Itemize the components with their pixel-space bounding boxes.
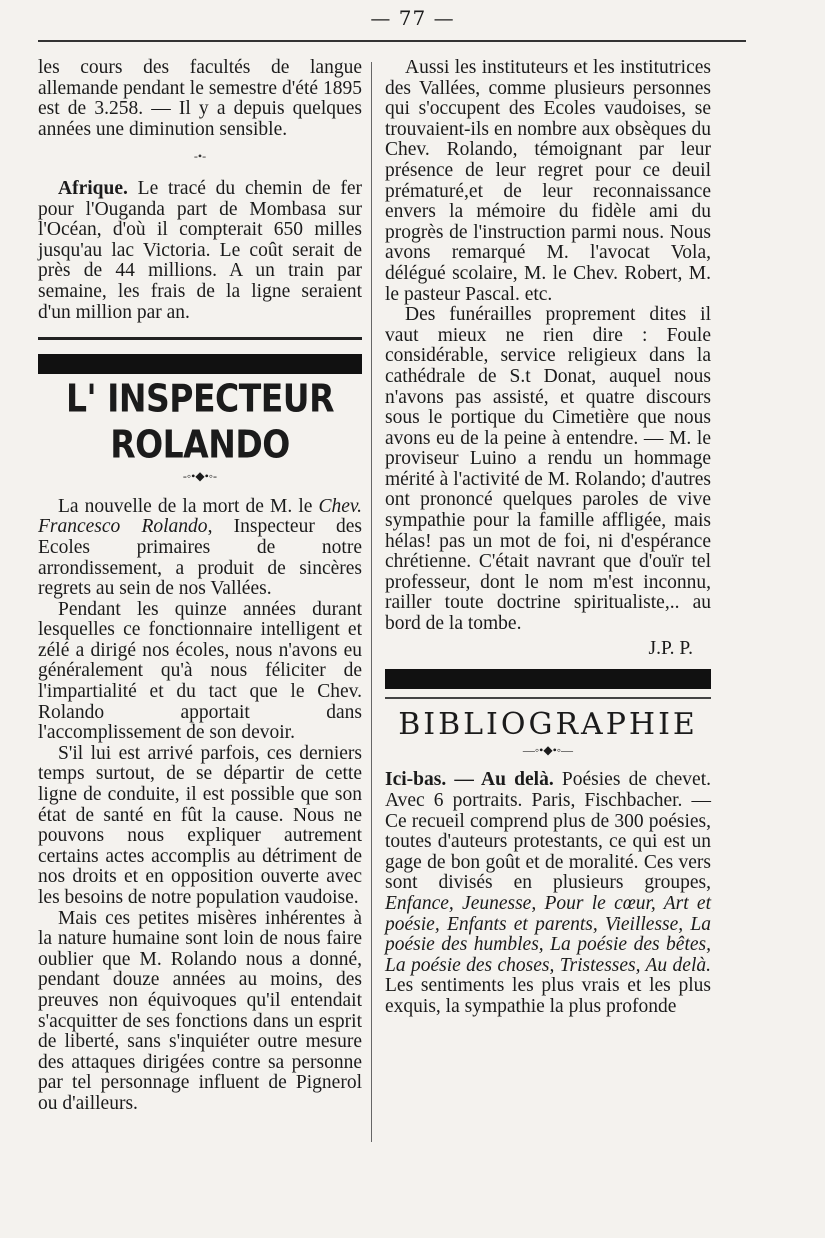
signature: J.P. P.	[648, 637, 693, 659]
heading-bar	[38, 354, 362, 374]
heading-bar-right	[385, 669, 711, 689]
paragraph-conduct: S'il lui est arrivé parfois, ces derniers temps surtout, de se départir de cette ligne de conduite, il est possible que son état de santé en fût la cause. Nous ne pouvons nous expliquer autrement certains actes accomplis au détriment de nos droits et en opposition ouverte avec les besoins de notre population vaudoise.	[38, 742, 362, 908]
thin-rule	[385, 697, 711, 699]
right-column	[385, 58, 711, 1018]
paragraph-universities: les cours des facultés de langue allemande pendant le semestre d'été 1895 est de 3.258. — Il y a depuis quelques années une diminution sensible.	[38, 57, 362, 140]
p3-start: La nouvelle de la mort de M. le	[58, 495, 319, 517]
small-divider: -•-	[193, 149, 207, 164]
biblio-text-a: Poésies de chevet. Avec 6 portraits. Paris, Fischbacher. — Ce recueil comprend plus de 300 poésies, toutes d'auteurs protestants, ce qui est un gage de bon goût et de moralité. Ces vers sont divisés en plusieurs groupes,	[385, 769, 711, 894]
section-rule	[38, 337, 362, 340]
paragraph-miseres: Mais ces petites misères inhérentes à la nature humaine sont loin de nous faire oublier que M. Rolando nous a donné, pendant douze années au moins, des preuves non équivoques qu'il entendait s'acquitter de ses fonctions dans un esprit de liberté, sans s'inquiéter outre mesure des attaques dirigées contre sa personne par tel personnage influent de Pignerol ou d'ailleurs.	[38, 907, 362, 1114]
page-number: — 77 —	[370, 6, 455, 30]
paragraph-fifteen-years: Pendant les quinze années durant lesquelles ce fonctionnaire intelligent et zélé a dirigé nos écoles, nous n'avons eu généralement qu'à nous féliciter de l'impartialité et du tact que le Chev. Rolando apportait dans l'accomplissement de son devoir.	[38, 598, 362, 744]
biblio-text-b: Les sentiments les plus vrais et les plus exquis, la sympathie la plus profonde	[385, 975, 711, 1017]
left-column	[38, 58, 362, 1115]
header-rule	[38, 40, 746, 42]
p3-end: , Inspecteur des Ecoles primaires de notre arrondissement, a produit de sincères regrets au sein de nos Vallées.	[38, 516, 362, 600]
title-ornament: -◦•◆•◦-	[182, 469, 218, 484]
afrique-label: Afrique.	[58, 177, 128, 199]
paragraph-bibliography	[385, 770, 711, 1017]
paragraph-funeral: Des funérailles proprement dites il vaut mieux ne rien dire : Foule considérable, service religieux dans la cathédrale de S.t Donat, auquel nous n'avons pas assisté, et quatre discours sous le portique du Cimetière que nous avons eu de la peine à entendre. — M. le proviseur Luino a rendu un hommage mérité à l'activité de M. Rolando; d'autres ont prononcé quelques paroles de vive sympathie pour la famille affligée, mais hélas! pas un mot de foi, ni d'espérance chrétienne. C'était navrant que d'ouïr tel professeur, dont le nom m'est inconnu, railler toute doctrine spiritualiste,.. au bord de la tombe.	[385, 304, 711, 635]
bibliography-ornament: —◦•◆•◦—	[522, 742, 574, 757]
paragraph-death-news	[38, 497, 362, 600]
p3-name: Chev. Francesco Rolando	[38, 495, 362, 538]
article-title: L' INSPECTEUR ROLANDO	[66, 376, 334, 467]
paragraph-teachers: Aussi les instituteurs et les institutrices des Vallées, comme plusieurs personnes qui s'occupent des Ecoles vaudoises, se trouvaient-ils en nombre aux obsèques du Chev. Rolando, témoignant par leur présence de leur regret pour ce deuil prématuré,et de leur reconnaissance envers la mémoire du fidèle ami du progrès de l'instruction parmi nous. Nous avons remarqué M. l'avocat Vola, délégué scolaire, M. le Chev. Robert, M. le pasteur Pascal. etc.	[385, 57, 711, 305]
bibliography-title: BIBLIOGRAPHIE	[398, 707, 698, 743]
biblio-groups: Enfance, Jeunesse, Pour le cœur, Art et poésie, Enfants et parents, Vieillesse, La poésie des humbles, La poésie des bêtes, La poésie des choses, Tristesses, Au delà.	[385, 892, 711, 976]
afrique-text: Le tracé du chemin de fer pour l'Ouganda part de Mombasa sur l'Océan, d'où il compterait 650 milles jusqu'au lac Victoria. Le coût serait de près de 44 millions. A un train par semaine, les frais de la ligne seraient d'un million par an.	[38, 177, 362, 323]
column-divider	[371, 62, 372, 1142]
paragraph-afrique	[38, 179, 362, 323]
book-title: Ici-bas. — Au delà.	[385, 769, 554, 791]
